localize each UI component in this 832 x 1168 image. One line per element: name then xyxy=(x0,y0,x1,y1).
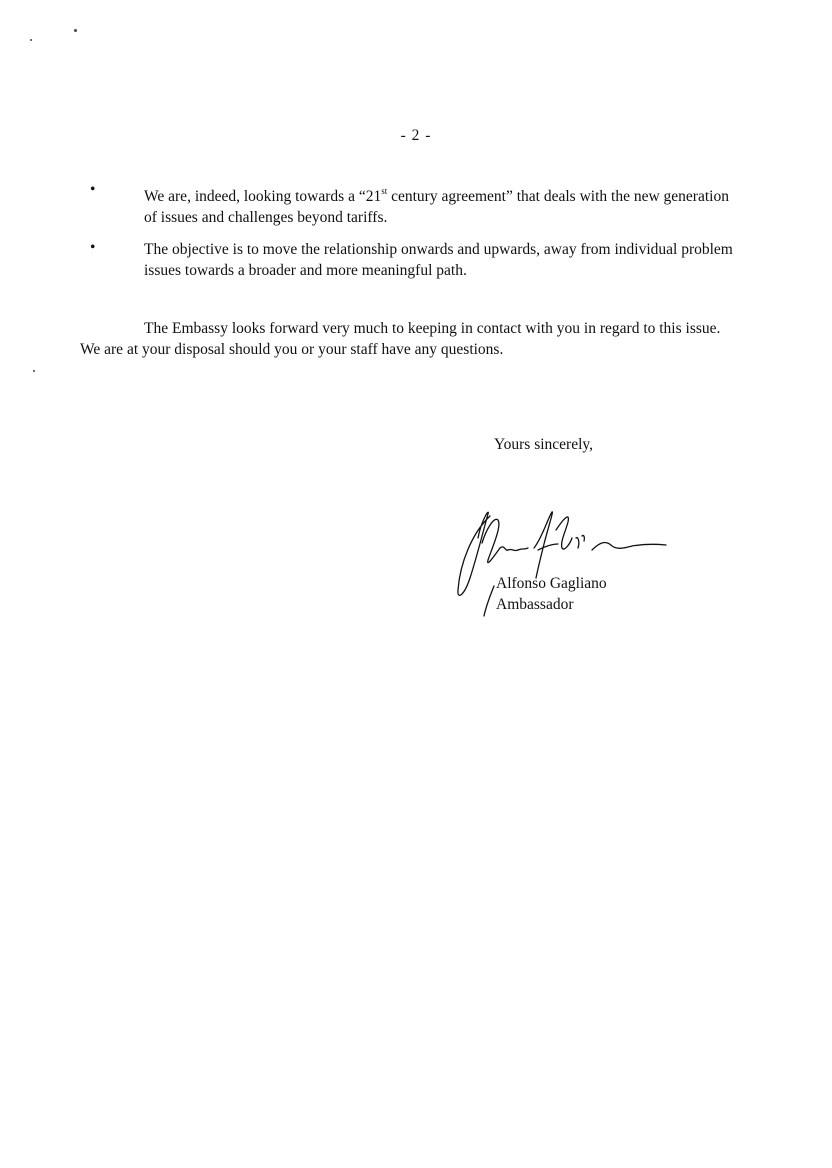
page-number: - 2 - xyxy=(400,127,432,144)
superscript: st xyxy=(381,186,388,196)
scan-speck xyxy=(33,370,35,372)
bullet-text: We are, indeed, looking towards a “21st century agreement” that deals with the new generation of issues and challenges beyond tariffs. xyxy=(144,186,729,226)
signatory-title: Ambassador xyxy=(496,596,574,613)
bullet-marker: • xyxy=(90,181,96,198)
signatory-name: Alfonso Gagliano xyxy=(496,575,607,592)
bullet-marker: • xyxy=(90,239,96,256)
body-paragraph: The Embassy looks forward very much to keeping in contact with you in regard to this issue. We are at your disposal should you or your staff have any questions. xyxy=(80,320,721,358)
signatory-block xyxy=(496,573,607,615)
closing: Yours sincerely, xyxy=(494,436,594,453)
scan-speck xyxy=(30,39,32,41)
bullet-text: The objective is to move the relationship onwards and upwards, away from individual problem issues towards a broader and more meaningful path. xyxy=(144,241,733,279)
scan-speck xyxy=(74,29,77,32)
